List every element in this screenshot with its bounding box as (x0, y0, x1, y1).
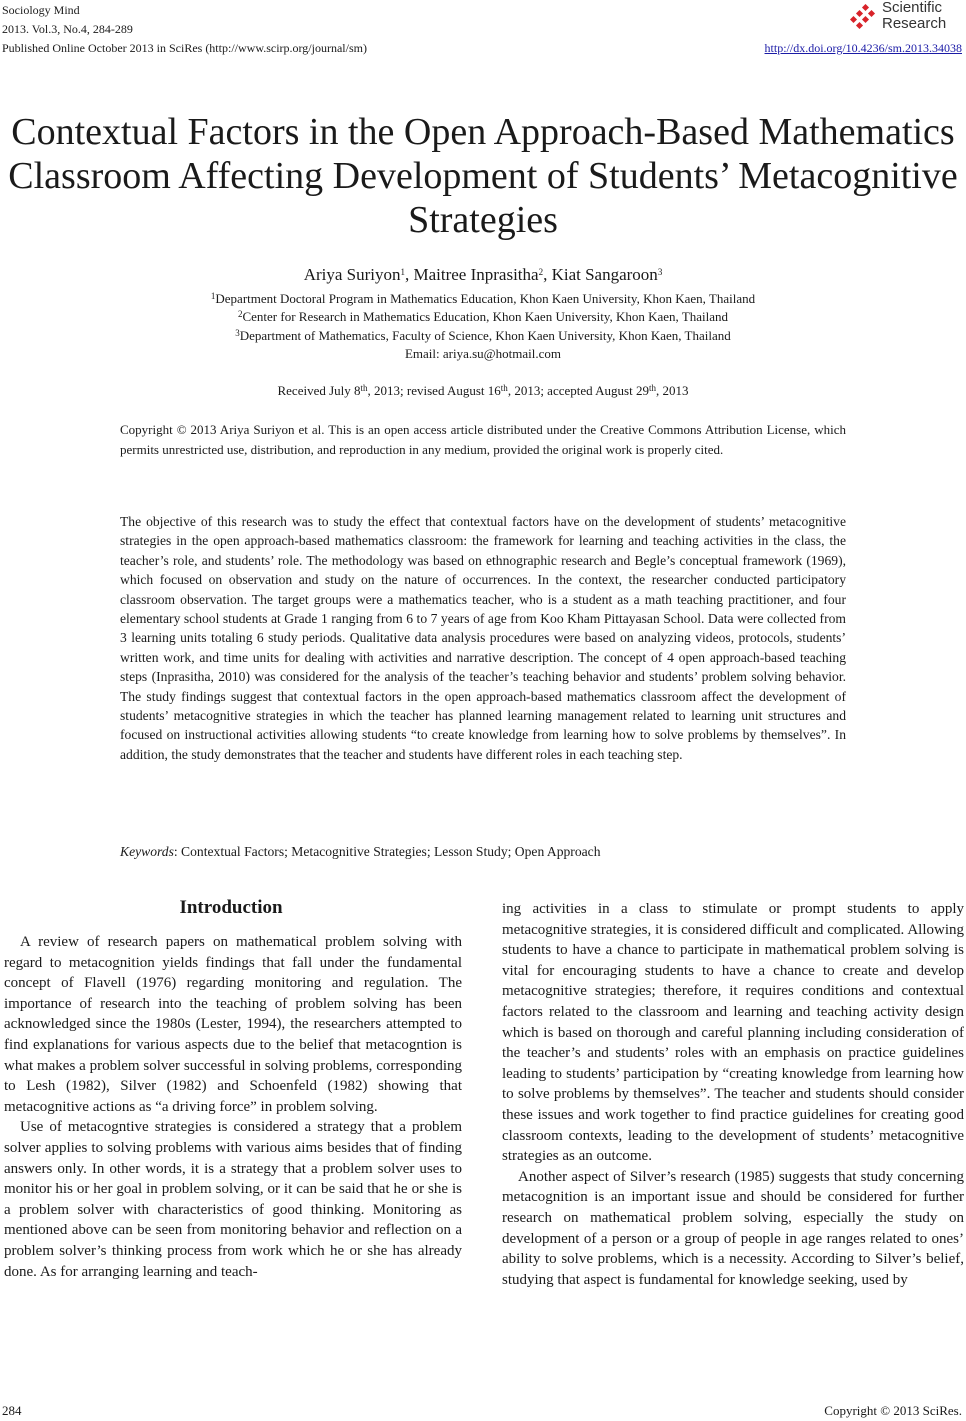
logo-text: Scientific Research (882, 0, 947, 32)
doi-link[interactable]: http://dx.doi.org/10.4236/sm.2013.34038 (764, 41, 962, 55)
body-paragraph: Use of metacogntive strategies is considered a strategy that a problem solver applies to solving problems with various aims besides that of finding answers only. In other words, it is a strategy that a problem solver uses to monitor his or her goal in problem solving, or it can be said that he or she is a problem solver with characteristics of good thinking. Monitoring as mentioned above can be seen from monitoring behavior and reflection on a problem solver’s thinking process from work which he or she has already done. As for arranging learning and teach- (4, 1119, 462, 1280)
contact-email: Email: ariya.su@hotmail.com (404, 346, 562, 361)
paper-title: Contextual Factors in the Open Approach-Based Mathematics Classroom Affecting Development of Students’ Metacognitive Strategies (8, 111, 958, 241)
logo-icon (850, 4, 880, 32)
scientific-research-logo (850, 0, 960, 36)
author-name: Kiat Sangaroon (551, 265, 658, 284)
publication-info: Published Online October 2013 in SciRes (http://www.scirp.org/journal/sm) (2, 41, 367, 55)
page-header (0, 0, 966, 60)
affiliation: $^3$Department of Mathematics, Faculty of Science, Khon Kaen University, Khon Kaen, Thailand (235, 328, 731, 343)
page-number: 284 (2, 1403, 22, 1418)
author-list: Ariya Suriyon$^1$, Maitree Inprasitha$^2$, Kiat Sangaroon$^3$ (303, 265, 663, 284)
volume-info: 2013. Vol.3, No.4, 284-289 (2, 22, 133, 36)
body-column-right (502, 899, 964, 1290)
affiliation: $^1$Department Doctoral Program in Mathematics Education, Khon Kaen University, Khon Kaen, Thailand (210, 291, 756, 306)
body-column-left (4, 932, 462, 1282)
body-paragraph: A review of research papers on mathematical problem solving with regard to metacognition yields findings that fall under the fundamental concept of Flavell (1976) regarding monitoring and regulation. The importance of research into the teaching of problem solving has been acknowledged since the 1980s (Lester, 1994), the researchers attempted to find explanations for various aspects due to the belief that metacogntion is what makes a problem solver successful in solving problems, corresponding to Lesh (1982), Silver (1982) and Schoenfeld (1982) showing that metacognitive actions as “a driving force” in problem solving. (4, 934, 462, 1115)
author-name: Ariya Suriyon (303, 265, 401, 284)
author-name: Maitree Inprasitha (413, 265, 539, 284)
section-heading: Introduction (179, 897, 283, 918)
footer-copyright: Copyright © 2013 SciRes. (824, 1403, 962, 1418)
journal-name: Sociology Mind (2, 3, 80, 17)
received-dates: Received July 8th, 2013; revised August 16th, 2013; accepted August 29th, 2013 (277, 383, 689, 398)
body-paragraph: ing activities in a class to stimulate or prompt students to apply metacognitive strategies, it is considered difficult and complicated. Allowing students to have a chance to participate in mathematical problem solving is vital for encouraging students to have a chance to create and develop metacognitive strategies; therefore, it requires conditions and contextual factors related to the classroom and learning and teaching activity design which is based on thorough and careful planning including consideration of the teacher’s and students’ roles with an emphasis on practice guidelines leading to students’ participation by “creating knowledge from learning how to solve problems by themselves”. The teacher and students should consider these issues and work together to find practice guidelines for creating good classroom contexts, leading to the development of students’ metacognitive strategies as an outcome. (502, 901, 964, 1165)
abstract-text: The objective of this research was to study the effect that contextual factors have on the development of students’ metacognitive strategies in the open approach-based mathematics classroom: the framework for learning and teaching activities in the class, the teacher’s role, and students’ role. The methodology was based on ethnographic research and Begle’s conceptual framework (1969), which focused on observation and study on the nature of occurrences. In the context, the researcher conducted participatory classroom observation. The target groups were a mathematics teacher, who is a student as a math teaching practitioner, and four elementary school students at Grade 1 ranging from 6 to 7 years of age from Koo Kham Pittayasan School. Data were collected from 3 learning units totaling 6 study periods. Qualitative data analysis procedures were based on analyzing videos, protocols, students’ written work, and time units for dealing with activities and narrative description. The concept of 4 open approach-based teaching steps (Inprasitha, 2010) was considered for the analysis of the teacher’s teaching behavior and students’ problem solving behavior. The study findings suggest that contextual factors in the open approach-based mathematics classroom affect the development of students’ metacognitive strategies in which the teacher has planned learning management related to learning unit structures and focused on instructional activities allowing students “to create knowledge from learning how to solve problems by themselves”. In addition, the study demonstrates that the teacher and students have different roles in each teaching step. (120, 514, 846, 762)
keywords: Keywords: Contextual Factors; Metacognitive Strategies; Lesson Study; Open Approach (120, 844, 601, 859)
body-paragraph: Another aspect of Silver’s research (1985) suggests that study concerning metacognition is an important issue and should be considered for further research on mathematical problem solving, especially the study on development of a person or a group of people in age ranges related to ones’ ability to solve problems, which is a necessity. According to Silver’s belief, studying that aspect is fundamental for knowledge seeking, used by (502, 1168, 964, 1288)
copyright-notice: Copyright © 2013 Ariya Suriyon et al. This is an open access article distributed under the Creative Commons Attribution License, which permits unrestricted use, distribution, and reproduction in any medium, provided the original work is properly cited. (120, 422, 846, 457)
affiliation: $^2$Center for Research in Mathematics Education, Khon Kaen University, Khon Kaen, Thailand (237, 309, 729, 324)
